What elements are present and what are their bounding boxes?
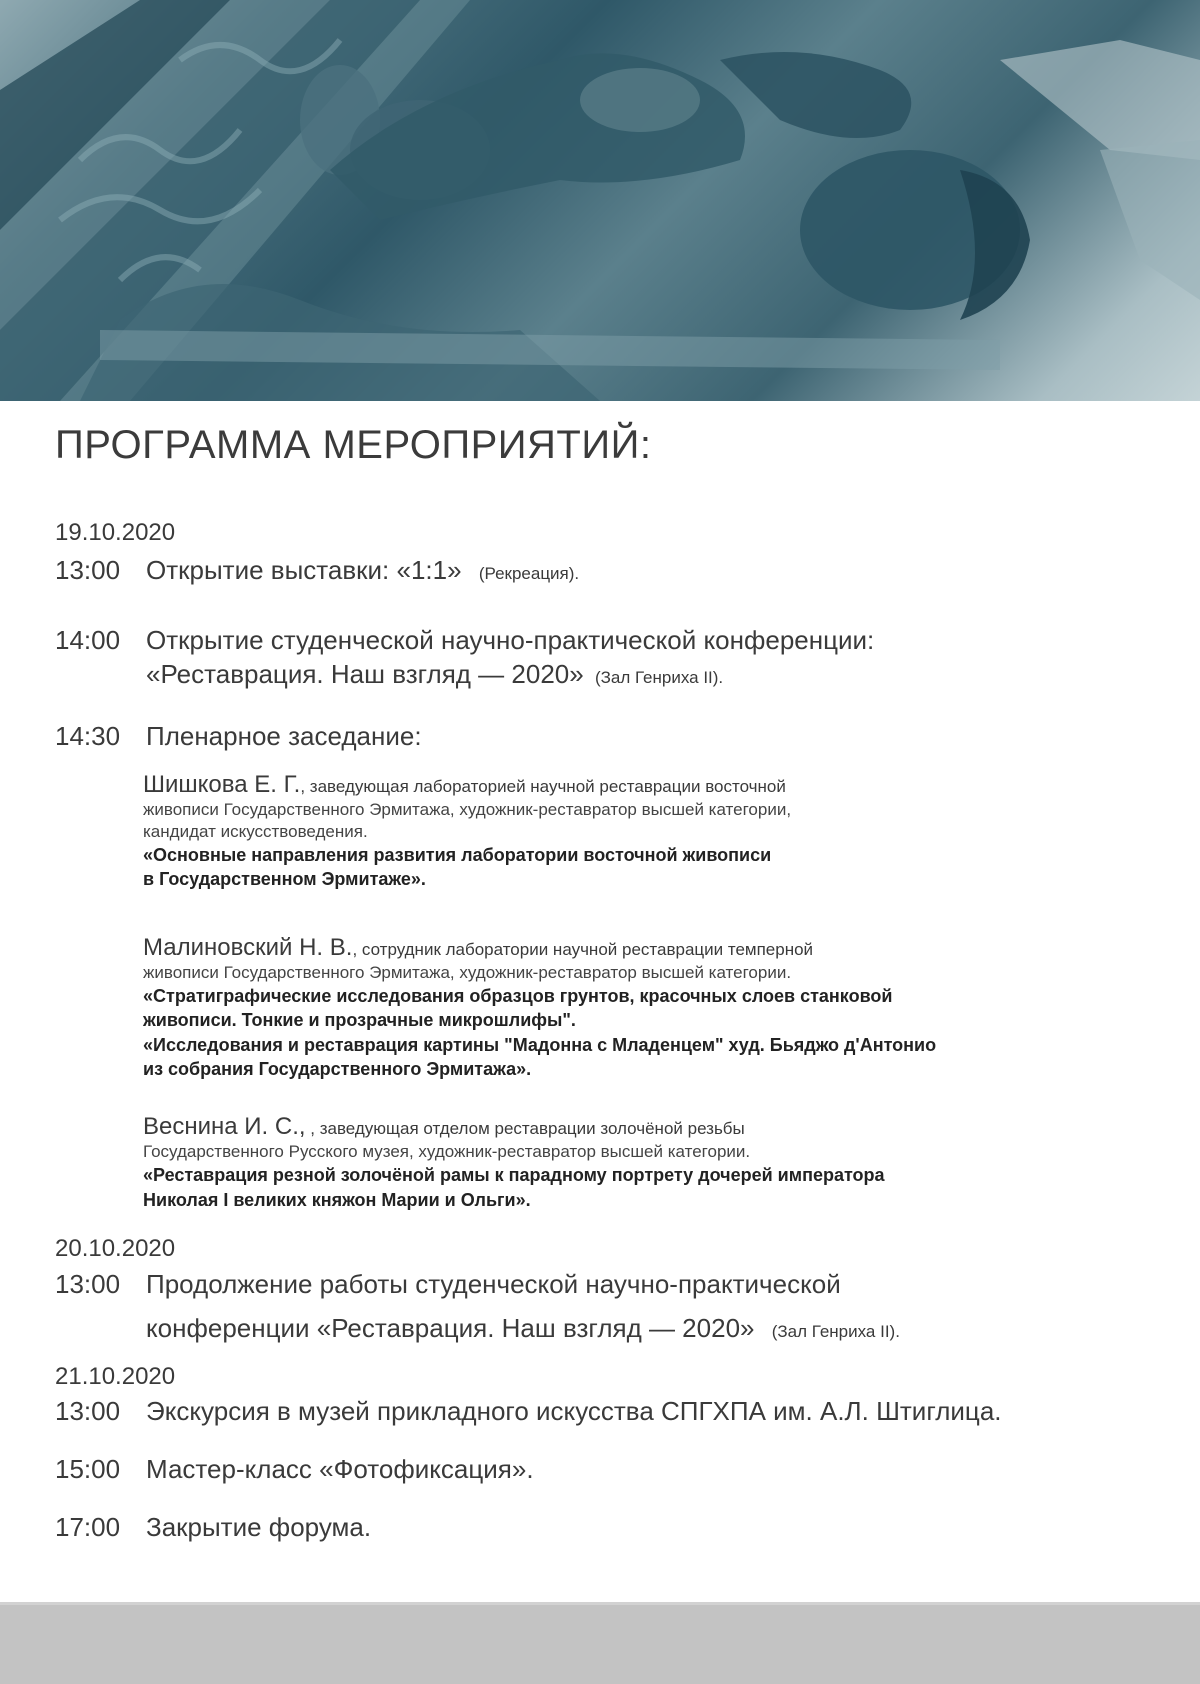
- day-2-date: 20.10.2020: [55, 1235, 176, 1262]
- hero-image: [0, 0, 1200, 401]
- page-title: ПРОГРАММА МЕРОПРИЯТИЙ:: [55, 423, 652, 467]
- conference-name: конференции «Реставрация. Наш взгляд — 2020»: [146, 1313, 755, 1343]
- speaker-2: [143, 934, 813, 962]
- event-time: 15:00: [55, 1454, 121, 1484]
- speaker-desc: , заведующая отделом реставрации золочёной резьбы: [305, 1119, 745, 1138]
- talk-title: в Государственном Эрмитаже».: [143, 869, 426, 889]
- speaker-desc: , сотрудник лаборатории научной реставрации темперной: [352, 940, 814, 959]
- event-title: Открытие студенческой научно-практической конференции:: [146, 625, 875, 655]
- event-title: Закрытие форума.: [146, 1512, 372, 1542]
- conference-name: «Реставрация. Наш взгляд — 2020»: [146, 659, 584, 689]
- carved-frame-photo-icon: [0, 0, 1200, 401]
- event-time: 13:00: [55, 555, 121, 585]
- speaker-name: Веснина И. С.,: [143, 1113, 306, 1140]
- event-title: Пленарное заседание:: [146, 721, 422, 751]
- event-title: Открытие выставки: «1:1»: [146, 555, 462, 585]
- talk-title: «Реставрация резной золочёной рамы к парадному портрету дочерей императора: [143, 1165, 885, 1185]
- talk-title: живописи. Тонкие и прозрачные микрошлифы".: [143, 1010, 576, 1030]
- speaker-desc: Государственного Русского музея, художник-реставратор высшей категории.: [143, 1142, 751, 1161]
- talk-title: «Стратиграфические исследования образцов грунтов, красочных слоев станковой: [143, 986, 893, 1006]
- event-location: (Зал Генриха II).: [771, 1322, 900, 1341]
- speaker-desc: живописи Государственного Эрмитажа, художник-реставратор высшей категории.: [143, 963, 792, 982]
- event-text: [146, 555, 579, 586]
- event-time: 13:00: [55, 1269, 121, 1299]
- event-time: 17:00: [55, 1512, 121, 1542]
- speaker-desc: кандидат искусствоведения.: [143, 822, 368, 841]
- speaker-1: [143, 771, 786, 799]
- speaker-3: [143, 1113, 745, 1141]
- event-title: Мастер-класс «Фотофиксация».: [146, 1454, 534, 1484]
- talk-title: «Основные направления развития лаборатории восточной живописи: [143, 845, 772, 865]
- event-time: 13:00: [55, 1396, 121, 1426]
- talk-title: Николая I великих княжон Марии и Ольги».: [143, 1190, 531, 1210]
- event-time: 14:30: [55, 721, 121, 751]
- event-location: (Зал Генриха II).: [594, 668, 724, 687]
- footer-bar: [0, 1602, 1200, 1684]
- speaker-desc: , заведующая лабораторией научной реставрации восточной: [300, 777, 786, 796]
- event-subtitle: [146, 659, 723, 690]
- event-subtitle: [146, 1313, 900, 1344]
- talk-title: «Исследования и реставрация картины "Мадонна с Младенцем" худ. Бьяджо д'Антонио: [143, 1035, 937, 1055]
- event-title: Продолжение работы студенческой научно-практической: [146, 1269, 841, 1299]
- event-location: (Рекреация).: [478, 564, 580, 583]
- event-title: Экскурсия в музей прикладного искусства СПГХПА им. А.Л. Штиглица.: [146, 1396, 1002, 1426]
- talk-title: из собрания Государственного Эрмитажа».: [143, 1059, 532, 1079]
- speaker-name: Малиновский Н. В.: [143, 934, 353, 961]
- event-time: 14:00: [55, 625, 121, 655]
- speaker-desc: живописи Государственного Эрмитажа, художник-реставратор высшей категории,: [143, 800, 792, 819]
- day-1-date: 19.10.2020: [55, 519, 176, 546]
- speaker-name: Шишкова Е. Г.: [143, 771, 301, 798]
- day-3-date: 21.10.2020: [55, 1363, 176, 1390]
